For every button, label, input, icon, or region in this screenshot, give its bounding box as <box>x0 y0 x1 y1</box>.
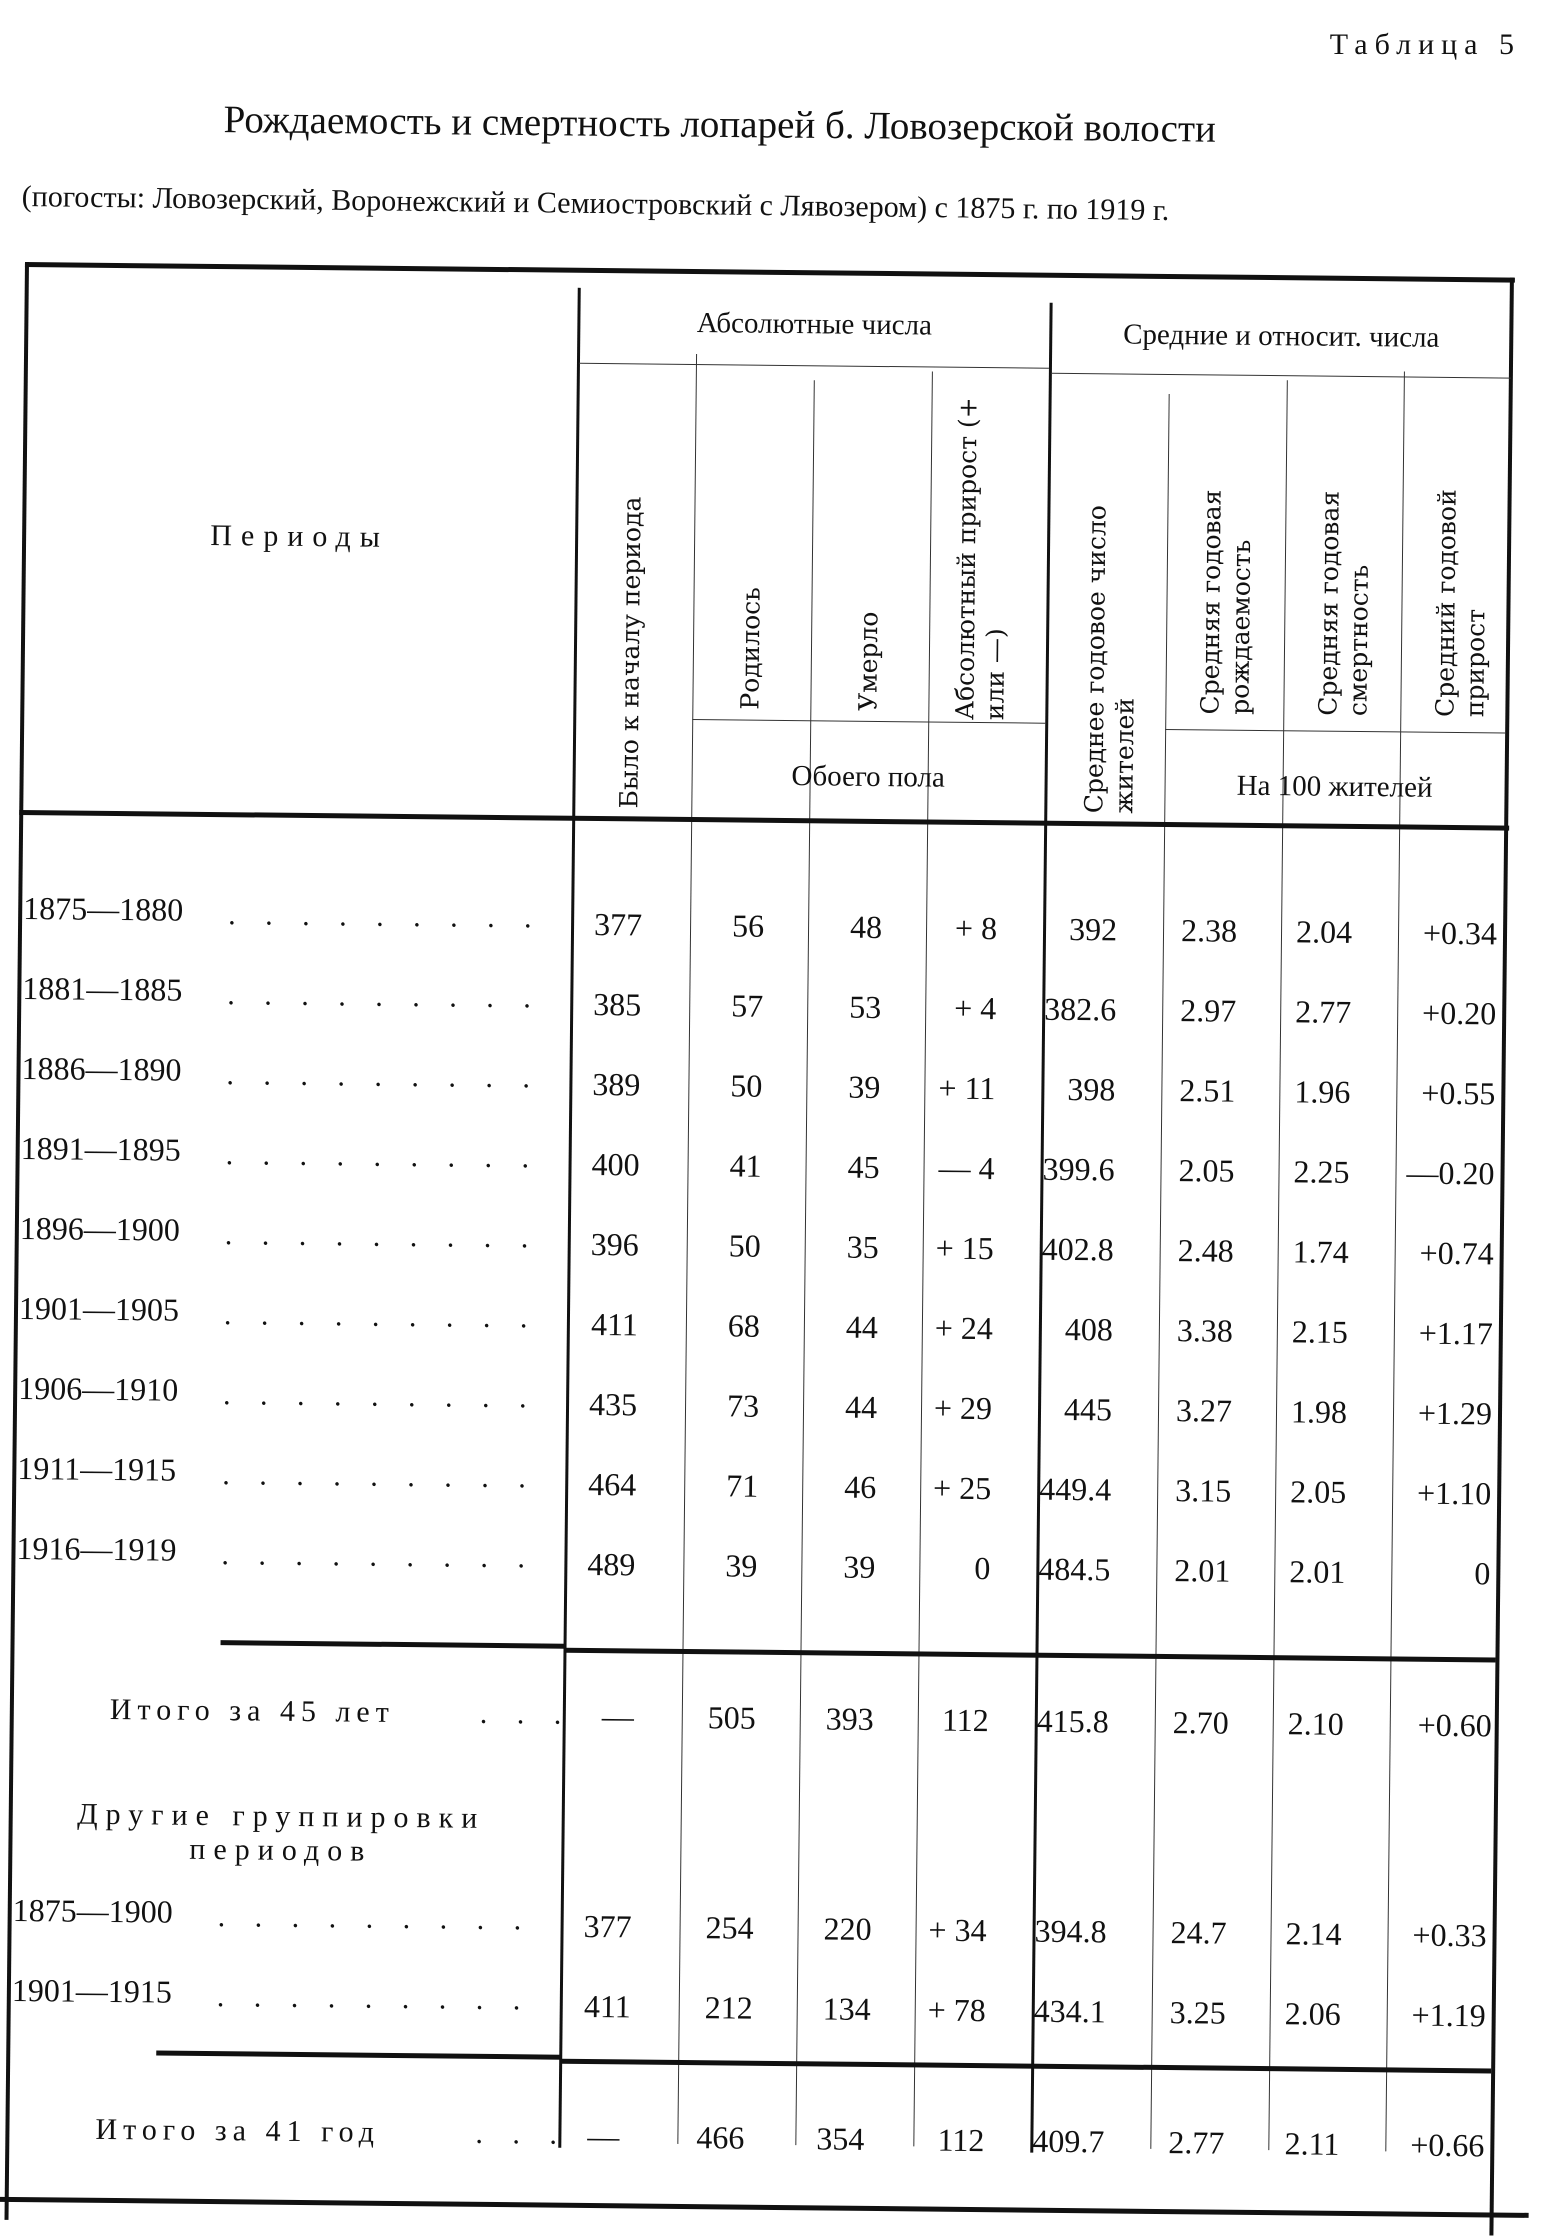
cell: 50 <box>728 1227 761 1264</box>
cell: 2.01 <box>1289 1553 1346 1590</box>
table-subtitle: (погосты: Ловозерский, Воронежский и Семиостровский с Лявозером) с 1875 г. по 1919 г. <box>21 180 1170 228</box>
cell: + 78 <box>927 1991 986 2029</box>
leader-dots: . . . . . . . . . <box>226 1058 542 1095</box>
cell: 39 <box>725 1547 758 1584</box>
leader-dots: . . . . . . . . . <box>225 1138 541 1175</box>
cell: 434.1 <box>1033 1992 1106 2030</box>
period-label: 1891—1895 <box>20 1130 181 1168</box>
period-label: 1901—1915 <box>11 1971 173 2010</box>
cell: + 11 <box>938 1069 996 1107</box>
total-41-row <box>0 2112 1530 2184</box>
cell: 382.6 <box>1044 990 1117 1028</box>
cell: 2.77 <box>1295 993 1352 1030</box>
table-row <box>0 1050 1541 1122</box>
header-rule <box>579 363 1049 369</box>
cell: 45 <box>847 1148 880 1185</box>
cell: + 8 <box>954 909 998 947</box>
cell: 1.74 <box>1292 1233 1349 1270</box>
period-label: 1911—1915 <box>17 1449 177 1488</box>
data-table <box>0 262 1549 2236</box>
cell: 220 <box>823 1910 872 1947</box>
total-rule-left <box>156 2050 561 2059</box>
cell: 415.8 <box>1036 1702 1109 1740</box>
cell: 254 <box>705 1909 754 1946</box>
cell: 71 <box>726 1467 759 1504</box>
header-col-absolute-growth: Абсолютный прирост (+ или —) <box>950 397 1011 721</box>
cell: +1.17 <box>1418 1314 1494 1352</box>
leader-dots: . . . . . . . . . <box>228 898 543 935</box>
cell: 112 <box>937 2121 985 2159</box>
table-row <box>0 970 1542 1042</box>
cell: 505 <box>707 1699 756 1736</box>
cell: +0.33 <box>1412 1916 1487 1954</box>
cell: — <box>587 2117 620 2155</box>
header-rule <box>1165 729 1505 734</box>
table-row <box>0 1130 1540 1202</box>
cell: 2.77 <box>1168 2124 1225 2161</box>
cell: — <box>601 1698 634 1735</box>
period-label: 1875—1880 <box>23 890 184 928</box>
cell: 449.4 <box>1039 1470 1112 1508</box>
cell: 402.8 <box>1041 1230 1114 1268</box>
cell: 212 <box>704 1989 753 2026</box>
cell: 24.7 <box>1170 1914 1227 1951</box>
cell: 435 <box>588 1385 638 1423</box>
cell: 393 <box>825 1700 874 1737</box>
cell: 35 <box>846 1228 879 1265</box>
cell: 1.98 <box>1290 1393 1348 1430</box>
total-rule-left <box>221 1640 566 1649</box>
period-label: 1875—1900 <box>12 1891 173 1930</box>
leader-dots: . . . . . . . . . <box>223 1298 539 1335</box>
cell: 3.15 <box>1175 1472 1232 1509</box>
table-row <box>0 1450 1536 1522</box>
cell: 2.04 <box>1295 913 1353 950</box>
cell: 389 <box>592 1065 641 1103</box>
cell: 41 <box>729 1147 762 1184</box>
cell: 466 <box>696 2119 745 2156</box>
total-rule <box>561 2059 1491 2074</box>
cell: +1.10 <box>1416 1474 1492 1512</box>
cell: 464 <box>588 1465 637 1503</box>
header-group-absolute: Абсолютные числа <box>696 307 933 342</box>
cell: 44 <box>844 1388 878 1425</box>
cell: 2.06 <box>1284 1995 1341 2032</box>
period-label: 1906—1910 <box>18 1369 179 1408</box>
cell: 50 <box>730 1067 763 1104</box>
period-label: 1901—1905 <box>18 1289 180 1328</box>
cell: + 34 <box>928 1911 987 1949</box>
cell: 2.01 <box>1174 1552 1231 1589</box>
cell: 53 <box>849 988 882 1026</box>
header-bottom-rule <box>19 810 1509 831</box>
cell: 409.7 <box>1032 2122 1105 2160</box>
table-row <box>0 1892 1532 1964</box>
cell: 39 <box>843 1548 876 1585</box>
header-col-avg-population: Среднее годовое число жителей <box>1079 504 1140 814</box>
cell: 2.05 <box>1290 1473 1347 1510</box>
period-label: 1896—1900 <box>19 1210 181 1248</box>
leader-dots: . . . . . . . . . <box>217 1900 533 1937</box>
cell: 57 <box>731 987 764 1024</box>
leader-dots: . . . . . . . . . <box>221 1538 537 1575</box>
header-rule <box>1051 373 1511 379</box>
table-row <box>0 890 1542 962</box>
cell: 3.25 <box>1169 1994 1226 2031</box>
cell: + 4 <box>954 989 997 1027</box>
cell: 0 <box>1474 1555 1491 1592</box>
table-row <box>0 1290 1538 1362</box>
cell: 411 <box>590 1305 639 1343</box>
period-label: 1881—1885 <box>22 970 183 1008</box>
cell: 2.97 <box>1180 992 1237 1029</box>
cell: 377 <box>583 1907 632 1945</box>
cell: +0.34 <box>1422 914 1498 952</box>
cell: 385 <box>593 985 642 1023</box>
other-groupings-label: Другие группировки периодов <box>77 1797 486 1868</box>
cell: 398 <box>1067 1070 1116 1108</box>
cell: 2.11 <box>1284 2125 1340 2162</box>
cell: — 4 <box>938 1149 995 1187</box>
cell: 0 <box>974 1550 991 1587</box>
table-title: Рождаемость и смертность лопарей б. Ловозерской волости <box>223 98 1217 151</box>
header-col-birth-rate: Средняя годовая рождаемость <box>1195 489 1257 715</box>
leader-dots: . . . <box>479 1696 573 1731</box>
period-label: 1886—1890 <box>21 1050 182 1088</box>
cell: 2.51 <box>1179 1072 1236 1109</box>
cell: 134 <box>822 1990 871 2027</box>
table-bottom-rule <box>0 2197 1529 2218</box>
cell: +1.29 <box>1417 1394 1493 1432</box>
cell: —0.20 <box>1406 1154 1495 1192</box>
cell: + 24 <box>934 1309 994 1347</box>
total-45-label: Итого за 45 лет <box>109 1692 396 1729</box>
cell: 2.25 <box>1293 1153 1350 1190</box>
cell: +0.74 <box>1419 1234 1494 1272</box>
cell: 484.5 <box>1038 1550 1111 1588</box>
header-periods: Периоды <box>210 518 390 554</box>
cell: 377 <box>593 905 643 943</box>
table-top-border <box>25 262 1515 283</box>
cell: +0.20 <box>1421 994 1497 1032</box>
cell: 396 <box>590 1225 639 1263</box>
cell: +0.60 <box>1417 1706 1492 1744</box>
leader-dots: . . . . . . . . . <box>227 978 542 1015</box>
period-label: 1916—1919 <box>16 1529 177 1568</box>
header-col-born: Родилось <box>735 586 766 710</box>
table-row <box>0 1530 1536 1602</box>
cell: 2.48 <box>1177 1232 1234 1269</box>
header-col-died: Умерло <box>853 611 884 712</box>
cell: 68 <box>727 1307 761 1344</box>
cell: 44 <box>845 1308 879 1345</box>
cell: 399.6 <box>1042 1150 1115 1188</box>
cell: 2.14 <box>1285 1915 1342 1952</box>
cell: +1.19 <box>1411 1996 1486 2034</box>
table-label: Таблица 5 <box>1329 28 1521 61</box>
cell: 2.70 <box>1172 1704 1229 1741</box>
leader-dots: . . . . . . . . . <box>222 1458 537 1495</box>
header-sub-both-sexes: Обоего пола <box>791 760 945 794</box>
cell: +0.55 <box>1421 1074 1496 1112</box>
total-rule <box>565 1648 1495 1663</box>
cell: 2.15 <box>1291 1313 1349 1350</box>
cell: + 29 <box>933 1389 993 1427</box>
leader-dots: . . . <box>475 2116 569 2151</box>
header-sub-per-100: На 100 жителей <box>1236 769 1433 804</box>
cell: 2.05 <box>1178 1152 1235 1189</box>
table-row <box>0 1370 1537 1442</box>
total-41-label: Итого за 41 год <box>95 2112 381 2149</box>
cell: 445 <box>1063 1390 1113 1428</box>
cell: 48 <box>849 908 883 946</box>
cell: + 25 <box>932 1469 992 1507</box>
cell: 3.27 <box>1175 1392 1233 1429</box>
cell: 354 <box>816 2120 865 2157</box>
leader-dots: . . . . . . . . . <box>224 1218 540 1255</box>
cell: 112 <box>941 1701 989 1739</box>
leader-dots: . . . . . . . . . <box>222 1378 538 1415</box>
cell: 2.38 <box>1180 912 1238 949</box>
total-45-row <box>0 1692 1534 1764</box>
cell: 394.8 <box>1034 1912 1107 1950</box>
cell: + 15 <box>935 1229 994 1267</box>
cell: 392 <box>1068 910 1118 948</box>
header-group-relative: Средние и относит. числа <box>1122 318 1440 354</box>
cell: 73 <box>726 1387 760 1424</box>
header-col-start-population: Было к началу периода <box>614 496 647 809</box>
table-row <box>0 1210 1539 1282</box>
table-row <box>0 1972 1531 2044</box>
header-col-growth-rate: Средний годовой прирост <box>1430 489 1491 718</box>
cell: 489 <box>587 1545 636 1583</box>
leader-dots: . . . . . . . . . <box>216 1980 532 2017</box>
cell: 39 <box>848 1068 881 1106</box>
cell: 2.10 <box>1287 1705 1344 1742</box>
cell: 1.96 <box>1294 1073 1351 1110</box>
cell: 46 <box>844 1468 877 1505</box>
cell: +0.66 <box>1410 2126 1485 2164</box>
cell: 400 <box>591 1145 640 1183</box>
cell: 411 <box>583 1987 631 2025</box>
cell: 408 <box>1064 1310 1114 1348</box>
header-col-death-rate: Средняя годовая смертность <box>1313 490 1374 717</box>
cell: 56 <box>731 907 765 944</box>
cell: 3.38 <box>1176 1312 1234 1349</box>
